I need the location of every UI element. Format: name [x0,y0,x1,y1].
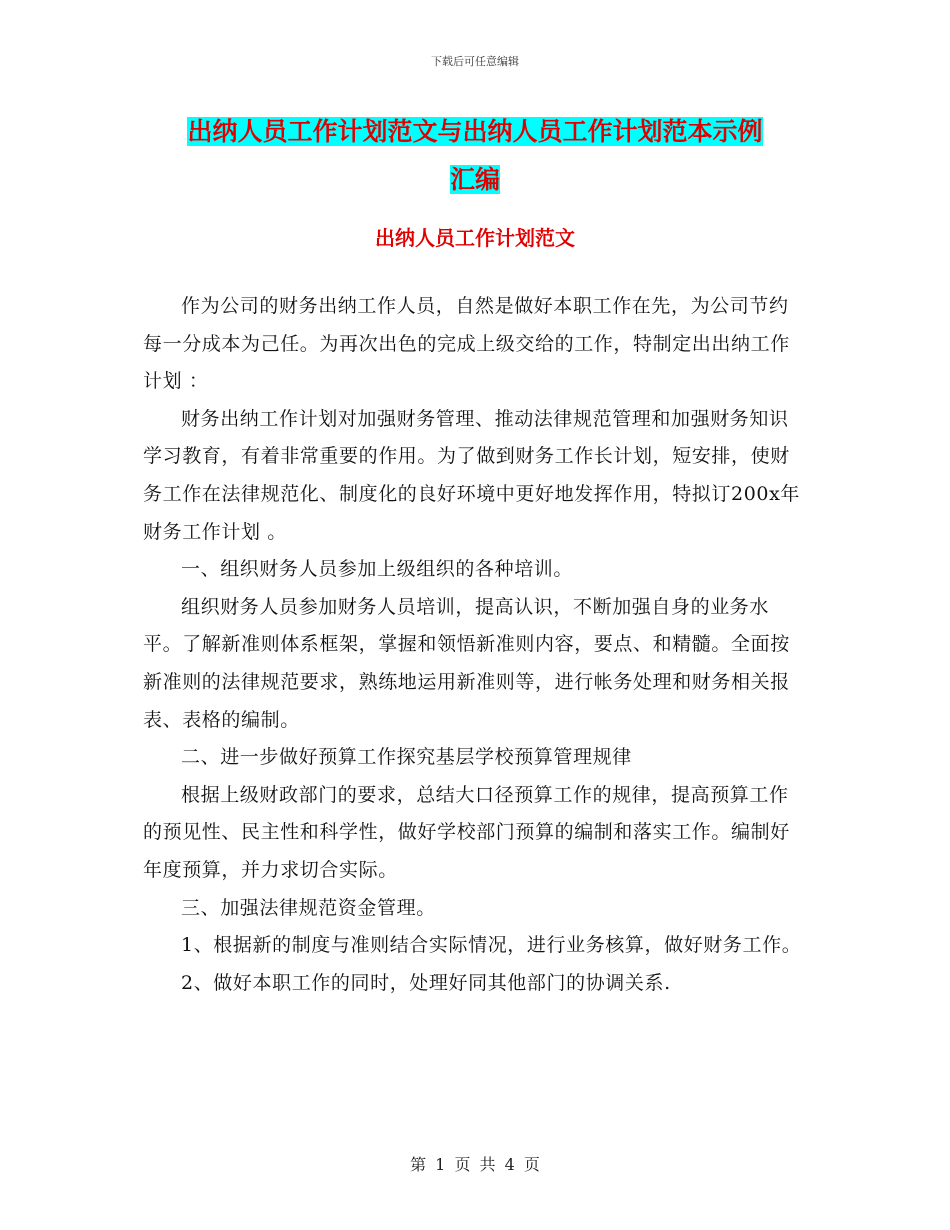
title-line-2: 汇编 [449,165,500,194]
page-header-note: 下载后可任意编辑 [431,55,519,68]
paragraph: 组织财务人员参加财务人员培训，提高认识，不断加强自身的业务水平。了解新准则体系框架，掌握和领悟新准则内容，要点、和精髓。全面按新准则的法律规范要求，熟练地运用新准则等，进行帐务处理和财务相关报表、表格的编制。 [143,595,790,731]
document-title [140,108,810,204]
paragraph: 1、根据新的制度与准则结合实际情况，进行业务核算，做好财务工作。 [181,934,802,957]
title-line-1: 出纳人员工作计划范文与出纳人员工作计划范本示例 [187,117,763,146]
section-subtitle: 出纳人员工作计划范文 [375,226,575,250]
paragraph: 财务出纳工作计划对加强财务管理、推动法律规范管理和加强财务知识学习教育，有着非常重要的作用。为了做到财务工作长计划，短安排，使财务工作在法律规范化、制度化的良好环境中更好地发挥作用，特拟订200x年财务工作计划 。 [143,407,800,543]
paragraph: 二、进一步做好预算工作探究基层学校预算管理规律 [181,746,632,769]
paragraph: 一、组织财务人员参加上级组织的各种培训。 [181,558,574,581]
paragraph: 作为公司的财务出纳工作人员，自然是做好本职工作在先，为公司节约每一分成本为己任。为再次出色的完成上级交给的工作，特制定出出纳工作计划 ： [143,295,790,393]
paragraph: 三、加强法律规范资金管理。 [181,896,436,919]
paragraph: 2、做好本职工作的同时，处理好同其他部门的协调关系. [181,971,671,994]
page-footer: 第 1 页 共 4 页 [410,1155,540,1174]
paragraph: 根据上级财政部门的要求，总结大口径预算工作的规律，提高预算工作的预见性、民主性和科学性，做好学校部门预算的编制和落实工作。编制好年度预算，并力求切合实际。 [143,783,790,881]
document-body [143,288,807,1002]
